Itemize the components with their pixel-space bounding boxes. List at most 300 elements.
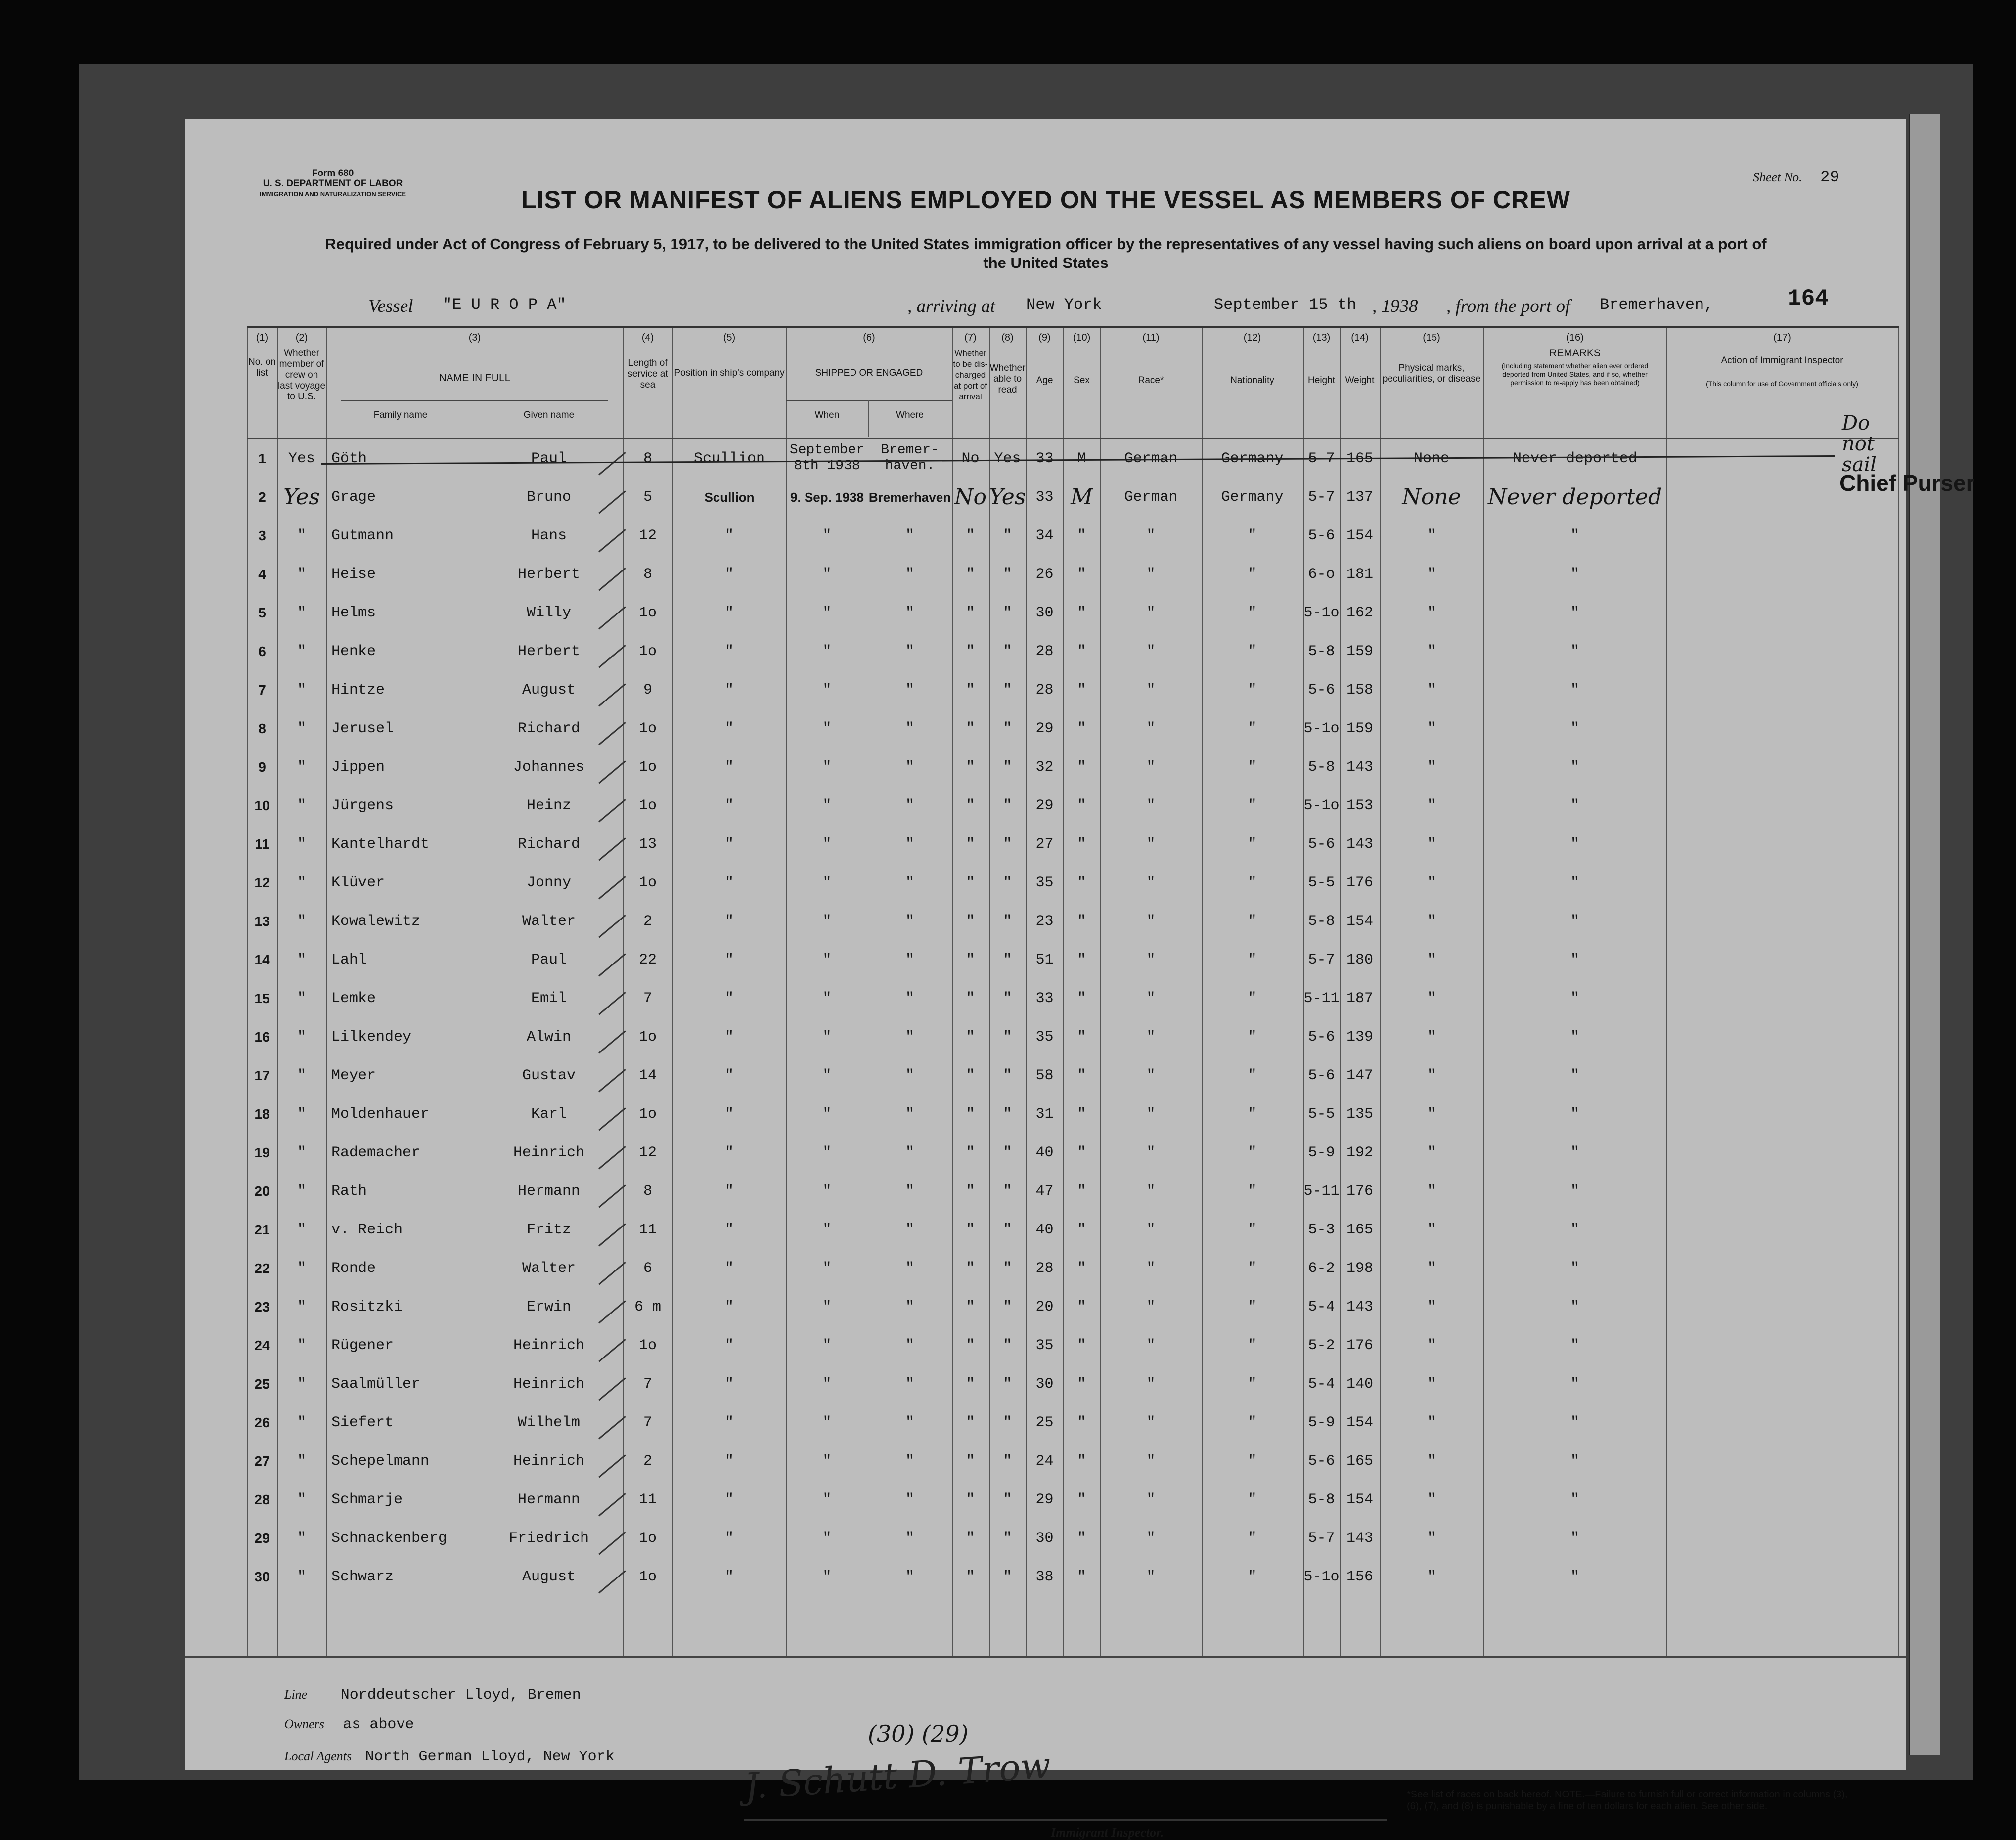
cell-weight: 176 [1346, 875, 1373, 891]
table-row [247, 671, 1899, 709]
cell-race: " [1146, 952, 1156, 968]
cell-where: " [905, 1106, 914, 1123]
cell-service: 6 m [634, 1299, 661, 1315]
table-row [247, 1056, 1899, 1095]
cell-service: 1o [638, 605, 657, 621]
cell-given: Jonny [526, 875, 571, 891]
cell-age: 40 [1035, 1222, 1054, 1238]
cell-remarks: " [1570, 759, 1579, 776]
table-row [247, 864, 1899, 902]
header-position: Position in ship's company [674, 368, 785, 378]
cell-no: 10 [254, 798, 270, 813]
cell-age: 31 [1035, 1106, 1054, 1123]
cell-age: 29 [1035, 797, 1054, 814]
cell-read: " [1003, 527, 1012, 544]
col-num: (15) [1423, 332, 1440, 343]
cell-discharge: " [966, 643, 975, 660]
table-row [247, 594, 1899, 632]
cell-service: 14 [638, 1067, 657, 1084]
cell-age: 33 [1035, 489, 1054, 506]
cell-nationality: " [1248, 643, 1257, 660]
cell-marks: " [1427, 1222, 1436, 1238]
cell-position: Scullion [704, 490, 755, 505]
cell-remarks: " [1570, 643, 1579, 660]
cell-remarks: " [1570, 913, 1579, 930]
cell-weight: 162 [1346, 605, 1373, 621]
cell-service: 1o [638, 720, 657, 737]
cell-height: 5-6 [1308, 1067, 1335, 1084]
cell-where: " [905, 1491, 914, 1508]
cell-marks: " [1427, 875, 1436, 891]
table-row [247, 1018, 1899, 1056]
cell-read: " [1003, 1414, 1012, 1431]
col-num: (9) [1038, 332, 1051, 343]
cell-marks: " [1427, 1029, 1436, 1046]
cell-sex: " [1077, 913, 1086, 930]
cell-position: Scullion [693, 450, 765, 467]
cell-service: 2 [643, 913, 652, 930]
cell-height: 5-1o [1303, 720, 1340, 737]
cell-discharge: " [966, 1530, 975, 1547]
cell-nationality: " [1248, 797, 1257, 814]
table-row [247, 787, 1899, 825]
cell-read: Yes [989, 484, 1026, 510]
cell-sex: " [1077, 1453, 1086, 1470]
cell-family: Klüver [331, 875, 385, 891]
cell-voyage: Yes [288, 450, 315, 467]
table-row [247, 478, 1899, 517]
cell-given: Friedrich [508, 1530, 589, 1547]
cell-height: 5-2 [1308, 1337, 1335, 1354]
cell-given: Wilhelm [517, 1414, 581, 1431]
cell-read: " [1003, 1453, 1012, 1470]
cell-voyage: " [297, 1106, 306, 1123]
cell-family: Rademacher [331, 1144, 421, 1161]
cell-remarks: " [1570, 797, 1579, 814]
cell-age: 33 [1035, 450, 1054, 467]
cell-marks: " [1427, 836, 1436, 853]
cell-weight: 143 [1346, 759, 1373, 776]
totals-note: (30) (29) [868, 1720, 969, 1747]
cell-weight: 176 [1346, 1183, 1373, 1200]
cell-given: August [522, 1569, 576, 1585]
cell-voyage: " [297, 913, 306, 930]
cell-where: " [905, 875, 914, 891]
cell-height: 5-8 [1308, 643, 1335, 660]
cell-position: " [724, 952, 734, 968]
cell-voyage: " [297, 1530, 306, 1547]
cell-where: " [905, 1144, 914, 1161]
department: U. S. DEPARTMENT OF LABOR [263, 178, 403, 189]
cell-remarks: " [1570, 875, 1579, 891]
cell-family: v. Reich [331, 1222, 403, 1238]
cell-race: German [1124, 489, 1178, 506]
cell-race: " [1146, 1453, 1156, 1470]
cell-height: 5-5 [1308, 1106, 1335, 1123]
cell-when: " [822, 875, 832, 891]
header-when: When [814, 410, 840, 420]
sheet-label: Sheet No. [1753, 170, 1802, 184]
cell-height: 6-2 [1308, 1260, 1335, 1277]
cell-voyage: " [297, 1491, 306, 1508]
col-num: (4) [641, 332, 654, 343]
agents-label: Local Agents [284, 1749, 352, 1763]
cell-weight: 143 [1346, 1299, 1373, 1315]
line-field [284, 1686, 581, 1704]
cell-age: 23 [1035, 913, 1054, 930]
cell-given: Paul [531, 952, 567, 968]
cell-sex: M [1070, 484, 1093, 510]
cell-when: " [822, 1067, 832, 1084]
table-row [247, 748, 1899, 787]
cell-marks: " [1427, 1569, 1436, 1585]
cell-discharge: " [966, 797, 975, 814]
cell-weight: 165 [1346, 450, 1373, 467]
cell-where: " [905, 990, 914, 1007]
cell-family: Heise [331, 566, 376, 583]
service: IMMIGRATION AND NATURALIZATION SERVICE [260, 190, 406, 198]
cell-race: " [1146, 720, 1156, 737]
cell-given: Karl [531, 1106, 567, 1123]
table-row [247, 1095, 1899, 1134]
cell-discharge: " [966, 1299, 975, 1315]
cell-no: 23 [254, 1299, 270, 1314]
cell-given: Hermann [517, 1183, 581, 1200]
cell-remarks: " [1570, 1530, 1579, 1547]
cell-marks: " [1427, 952, 1436, 968]
cell-marks: " [1427, 1144, 1436, 1161]
cell-weight: 135 [1346, 1106, 1373, 1123]
cell-where: " [905, 720, 914, 737]
cell-family: Göth [331, 450, 367, 467]
cell-read: " [1003, 1106, 1012, 1123]
cell-discharge: " [966, 952, 975, 968]
cell-where: " [905, 952, 914, 968]
cell-service: 22 [638, 952, 657, 968]
table-row [247, 1519, 1899, 1558]
cell-age: 33 [1035, 990, 1054, 1007]
cell-race: " [1146, 1260, 1156, 1277]
cell-weight: 143 [1346, 836, 1373, 853]
table-row [247, 1326, 1899, 1365]
cell-marks: " [1427, 990, 1436, 1007]
cell-sex: " [1077, 759, 1086, 776]
cell-service: 1o [638, 1569, 657, 1585]
cell-sex: " [1077, 1299, 1086, 1315]
cell-discharge: " [966, 682, 975, 699]
cell-sex: " [1077, 1222, 1086, 1238]
cell-nationality: " [1248, 1029, 1257, 1046]
cell-discharge: " [966, 1491, 975, 1508]
crew-rows [247, 439, 1899, 1596]
cell-when: " [822, 1144, 832, 1161]
cell-race: " [1146, 1029, 1156, 1046]
cell-weight: 154 [1346, 913, 1373, 930]
cell-family: Meyer [331, 1067, 376, 1084]
cell-weight: 139 [1346, 1029, 1373, 1046]
cell-family: Saalmüller [331, 1376, 421, 1393]
cell-sex: " [1077, 1029, 1086, 1046]
cell-no: 1 [258, 451, 266, 466]
cell-family: Rositzki [331, 1299, 403, 1315]
inspector-signature: J. Schutt D. Trow [743, 1744, 1052, 1807]
cell-marks: " [1427, 1491, 1436, 1508]
cell-service: 12 [638, 527, 657, 544]
cell-age: 58 [1035, 1067, 1054, 1084]
cell-position: " [724, 643, 734, 660]
cell-voyage: " [297, 643, 306, 660]
cell-family: Ronde [331, 1260, 376, 1277]
cell-nationality: " [1248, 1569, 1257, 1585]
cell-given: Paul [531, 450, 567, 467]
cell-sex: " [1077, 797, 1086, 814]
col-num: (16) [1566, 332, 1584, 343]
cell-given: Willy [526, 605, 571, 621]
line-value: Norddeutscher Lloyd, Bremen [340, 1687, 581, 1704]
cell-position: " [724, 566, 734, 583]
cell-race: " [1146, 566, 1156, 583]
cell-position: " [724, 1299, 734, 1315]
cell-position: " [724, 1260, 734, 1277]
cell-remarks: " [1570, 1491, 1579, 1508]
cell-sex: " [1077, 605, 1086, 621]
cell-discharge: " [966, 1183, 975, 1200]
inspector-label: Immigrant Inspector. [1051, 1825, 1164, 1840]
cell-given: Emil [531, 990, 567, 1007]
cell-position: " [724, 1106, 734, 1123]
cell-family: Lilkendey [331, 1029, 412, 1046]
cell-family: Schmarje [331, 1491, 403, 1508]
cell-age: 34 [1035, 527, 1054, 544]
cell-nationality: " [1248, 875, 1257, 891]
cell-when: " [822, 1260, 832, 1277]
cell-read: " [1003, 1491, 1012, 1508]
cell-marks: " [1427, 1260, 1436, 1277]
cell-nationality: " [1248, 1491, 1257, 1508]
cell-when: " [822, 720, 832, 737]
cell-where: " [905, 759, 914, 776]
cell-sex: " [1077, 643, 1086, 660]
cell-sex: " [1077, 1106, 1086, 1123]
cell-sex: " [1077, 952, 1086, 968]
cell-voyage: " [297, 797, 306, 814]
cell-discharge: No [961, 450, 980, 467]
cell-where: " [905, 1260, 914, 1277]
cell-nationality: " [1248, 1183, 1257, 1200]
cell-given: August [522, 682, 576, 699]
cell-read: " [1003, 1222, 1012, 1238]
table-row [247, 825, 1899, 864]
cell-position: " [724, 605, 734, 621]
cell-read: " [1003, 1067, 1012, 1084]
cell-no: 24 [254, 1338, 270, 1353]
cell-height: 5-9 [1308, 1414, 1335, 1431]
cell-marks: " [1427, 1106, 1436, 1123]
cell-position: " [724, 1376, 734, 1393]
col-num: (7) [964, 332, 977, 343]
arriving-label: , arriving at [907, 296, 995, 316]
cell-nationality: " [1248, 1144, 1257, 1161]
cell-read: " [1003, 1569, 1012, 1585]
cell-service: 11 [638, 1491, 657, 1508]
cell-no: 25 [254, 1376, 270, 1392]
cell-when: " [822, 1222, 832, 1238]
cell-no: 9 [258, 759, 266, 775]
cell-race: " [1146, 759, 1156, 776]
sheet-number [1753, 168, 1839, 186]
cell-remarks: " [1570, 527, 1579, 544]
header-remarks: REMARKS [1549, 348, 1601, 359]
header-family: Family name [373, 410, 428, 420]
cell-race: " [1146, 1376, 1156, 1393]
cell-when: " [822, 1337, 832, 1354]
cell-age: 35 [1035, 1337, 1054, 1354]
cell-given: Walter [522, 913, 576, 930]
cell-race: " [1146, 682, 1156, 699]
cell-given: Johannes [513, 759, 585, 776]
cell-height: 5-8 [1308, 759, 1335, 776]
cell-voyage: " [297, 1453, 306, 1470]
cell-race: " [1146, 1414, 1156, 1431]
cell-marks: " [1427, 566, 1436, 583]
cell-position: " [724, 1029, 734, 1046]
cell-weight: 147 [1346, 1067, 1373, 1084]
cell-when: " [822, 643, 832, 660]
cell-voyage: " [297, 720, 306, 737]
cell-nationality: " [1248, 1260, 1257, 1277]
cell-age: 47 [1035, 1183, 1054, 1200]
cell-sex: " [1077, 990, 1086, 1007]
cell-age: 30 [1035, 1530, 1054, 1547]
cell-weight: 198 [1346, 1260, 1373, 1277]
col-num: (8) [1001, 332, 1014, 343]
cell-voyage: " [297, 759, 306, 776]
cell-discharge: " [966, 1453, 975, 1470]
cell-no: 5 [258, 605, 266, 620]
cell-age: 26 [1035, 566, 1054, 583]
cell-given: Fritz [526, 1222, 571, 1238]
cell-family: Rügener [331, 1337, 394, 1354]
cell-sex: " [1077, 1337, 1086, 1354]
cell-where: " [905, 643, 914, 660]
cell-when: September 8th 1938 [789, 442, 865, 474]
cell-position: " [724, 1144, 734, 1161]
cell-weight: 187 [1346, 990, 1373, 1007]
cell-service: 8 [643, 1183, 652, 1200]
header-sex: Sex [1074, 375, 1090, 386]
cell-when: " [822, 1029, 832, 1046]
cell-voyage: " [297, 836, 306, 853]
cell-remarks: " [1570, 605, 1579, 621]
cell-sex: " [1077, 1414, 1086, 1431]
cell-remarks: " [1570, 1260, 1579, 1277]
cell-where: " [905, 605, 914, 621]
cell-voyage: " [297, 1144, 306, 1161]
cell-given: Bruno [526, 489, 571, 506]
cell-age: 30 [1035, 605, 1054, 621]
table-row [247, 902, 1899, 941]
cell-sex: " [1077, 682, 1086, 699]
table-row [247, 1365, 1899, 1403]
cell-family: Helms [331, 605, 376, 621]
cell-when: " [822, 797, 832, 814]
cell-remarks: " [1570, 1183, 1579, 1200]
cell-when: " [822, 990, 832, 1007]
cell-read: " [1003, 797, 1012, 814]
cell-no: 12 [254, 875, 270, 890]
cell-position: " [724, 1067, 734, 1084]
cell-where: Bremer-haven. [881, 442, 939, 474]
owners-field [284, 1715, 414, 1733]
cell-discharge: " [966, 1414, 975, 1431]
cell-nationality: " [1248, 1376, 1257, 1393]
cell-read: " [1003, 952, 1012, 968]
cell-position: " [724, 1453, 734, 1470]
cell-nationality: " [1248, 990, 1257, 1007]
cell-service: 13 [638, 836, 657, 853]
cell-marks: " [1427, 1183, 1436, 1200]
cell-age: 29 [1035, 720, 1054, 737]
header-remarks-note: (Including statement whether alien ever ordered deported from United States, and if so, whether permission to re-apply has been obtained) [1501, 362, 1649, 387]
header-age: Age [1036, 375, 1053, 386]
cell-weight: 156 [1346, 1569, 1373, 1585]
cell-voyage: " [297, 1414, 306, 1431]
cell-weight: 153 [1346, 797, 1373, 814]
cell-age: 27 [1035, 836, 1054, 853]
cell-age: 38 [1035, 1569, 1054, 1585]
cell-read: " [1003, 1337, 1012, 1354]
cell-given: Hermann [517, 1491, 581, 1508]
cell-read: " [1003, 1299, 1012, 1315]
cell-voyage: " [297, 1222, 306, 1238]
cell-marks: " [1427, 1376, 1436, 1393]
cell-read: " [1003, 913, 1012, 930]
cell-remarks: " [1570, 990, 1579, 1007]
table-row [247, 439, 1899, 478]
header-service: Length of service at sea [627, 358, 668, 390]
cell-given: Heinrich [513, 1144, 585, 1161]
cell-voyage: " [297, 875, 306, 891]
cell-age: 32 [1035, 759, 1054, 776]
cell-height: 5-8 [1308, 913, 1335, 930]
cell-read: " [1003, 566, 1012, 583]
cell-position: " [724, 1183, 734, 1200]
cell-voyage: " [297, 952, 306, 968]
cell-position: " [724, 1569, 734, 1585]
cancel-note: Do not sail [1842, 412, 1877, 476]
cell-when: 9. Sep. 1938 [790, 490, 864, 505]
cell-discharge: No [954, 484, 986, 510]
col-num: (6) [863, 332, 875, 343]
cell-remarks: " [1570, 1067, 1579, 1084]
cell-nationality: Germany [1221, 489, 1284, 506]
cell-voyage: " [297, 1337, 306, 1354]
cell-read: " [1003, 990, 1012, 1007]
cell-voyage: " [297, 1376, 306, 1393]
cell-service: 8 [643, 450, 652, 467]
cell-voyage: " [297, 1183, 306, 1200]
cell-weight: 192 [1346, 1144, 1373, 1161]
cell-given: Heinrich [513, 1337, 585, 1354]
table-row [247, 1134, 1899, 1172]
cell-service: 9 [643, 682, 652, 699]
cell-sex: " [1077, 1144, 1086, 1161]
cell-race: " [1146, 875, 1156, 891]
table-row [247, 555, 1899, 594]
cell-where: " [905, 1029, 914, 1046]
cell-position: " [724, 797, 734, 814]
cell-read: " [1003, 682, 1012, 699]
